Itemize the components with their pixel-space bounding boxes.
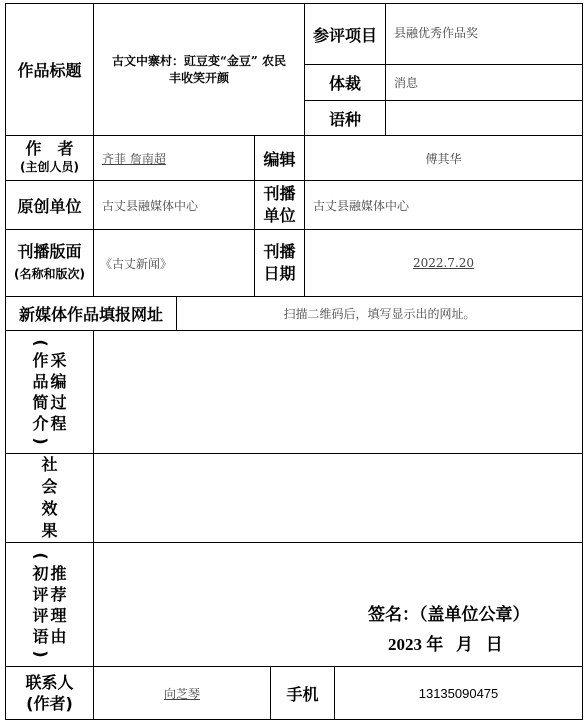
process-char2-2: 编 bbox=[50, 372, 67, 391]
effect-char-4: 果 bbox=[41, 521, 58, 540]
recommend-char2-3: 理 bbox=[50, 605, 67, 625]
contact-name: 向芝琴 bbox=[163, 686, 200, 701]
publish-unit-value[interactable]: 古丈县融媒体中心 bbox=[313, 198, 410, 213]
author-value[interactable] bbox=[94, 136, 254, 180]
process-col-2 bbox=[51, 336, 67, 448]
phone-label: 手机 bbox=[286, 684, 319, 704]
process-open-paren: ( bbox=[31, 339, 51, 347]
award-item-label: 参评项目 bbox=[312, 25, 377, 45]
publish-section-label bbox=[6, 230, 93, 296]
publish-date-label-2: 日期 bbox=[263, 264, 296, 283]
author-names: 齐菲 詹南超 bbox=[102, 151, 166, 166]
process-close-paren: ) bbox=[31, 437, 51, 445]
recommend-char2-4: 由 bbox=[50, 626, 67, 646]
recommend-open-paren: ( bbox=[31, 551, 51, 560]
original-unit-value[interactable]: 古丈县融媒体中心 bbox=[102, 198, 199, 213]
signature-line: 签名：（盖单位公章） bbox=[368, 605, 530, 624]
editor-value[interactable]: 傅其华 bbox=[425, 151, 462, 166]
process-char2-4: 程 bbox=[50, 414, 67, 433]
publish-section-label-sub: (名称和版次) bbox=[14, 267, 85, 281]
effect-char-2: 会 bbox=[41, 477, 58, 496]
editor-label: 编辑 bbox=[263, 149, 296, 169]
process-char-1: 作 bbox=[32, 351, 49, 370]
process-content[interactable] bbox=[94, 331, 582, 453]
genre-value[interactable]: 消息 bbox=[394, 76, 419, 90]
recommend-char-2: 评 bbox=[32, 584, 49, 604]
recommend-col-1 bbox=[31, 549, 51, 661]
author-label-main: 作 者 bbox=[25, 139, 74, 158]
contact-label-1: 联系人 bbox=[25, 673, 74, 692]
effect-label bbox=[6, 454, 93, 542]
new-media-value[interactable]: 扫描二维码后，填写显示出的网址。 bbox=[283, 307, 476, 321]
language-value[interactable] bbox=[386, 101, 582, 135]
publish-section-value[interactable]: 《古丈新闻》 bbox=[100, 256, 173, 271]
publish-section-label-main: 刊播版面 bbox=[17, 242, 82, 261]
effect-char-3: 效 bbox=[41, 499, 58, 518]
process-char2-3: 过 bbox=[50, 393, 67, 412]
genre-label: 体裁 bbox=[328, 74, 361, 93]
effect-content[interactable] bbox=[94, 454, 582, 542]
publish-date-label bbox=[255, 230, 304, 296]
process-label bbox=[6, 331, 93, 453]
recommend-char-1: 初 bbox=[32, 563, 49, 583]
work-title-value[interactable] bbox=[94, 4, 304, 135]
language-label: 语种 bbox=[328, 109, 361, 129]
publish-date-value[interactable] bbox=[305, 230, 582, 296]
process-col-1 bbox=[31, 336, 51, 448]
process-char-2: 品 bbox=[32, 372, 49, 391]
work-title-label: 作品标题 bbox=[17, 61, 82, 80]
process-char-4: 介 bbox=[32, 414, 49, 433]
publish-unit-label-1: 刊播 bbox=[263, 184, 296, 203]
original-unit-label: 原创单位 bbox=[17, 196, 82, 216]
recommend-char-3: 评 bbox=[32, 605, 49, 625]
publish-date-label-1: 刊播 bbox=[263, 242, 296, 261]
publish-unit-label-2: 单位 bbox=[263, 206, 296, 225]
process-char2-1: 采 bbox=[50, 351, 67, 370]
recommend-char2-1: 推 bbox=[50, 563, 67, 583]
author-label bbox=[6, 136, 93, 180]
new-media-label: 新媒体作品填报网址 bbox=[18, 305, 163, 324]
signature-date: 2023 年 月 日 bbox=[388, 635, 503, 654]
recommend-char2-2: 荐 bbox=[50, 584, 67, 604]
publish-date-text: 2022.7.20 bbox=[412, 256, 475, 270]
recommend-char-4: 语 bbox=[32, 626, 49, 646]
phone-value[interactable]: 13135090475 bbox=[418, 685, 499, 701]
contact-value[interactable] bbox=[94, 667, 270, 719]
contact-label-2: (作者) bbox=[26, 694, 73, 713]
effect-char-1: 社 bbox=[41, 455, 58, 474]
process-char-3: 简 bbox=[32, 393, 49, 412]
recommend-col-2 bbox=[51, 549, 67, 661]
work-title-line-2: 丰收笑开颜 bbox=[168, 70, 229, 85]
work-title-line-1: 古文中寨村：豇豆变“金豆” 农民 bbox=[112, 53, 286, 68]
publish-unit-label bbox=[255, 181, 304, 229]
award-item-value[interactable]: 县融优秀作品奖 bbox=[394, 26, 479, 40]
recommend-label bbox=[6, 543, 93, 666]
contact-label bbox=[6, 667, 93, 719]
recommend-close-paren: ) bbox=[31, 649, 51, 658]
author-label-sub: (主创人员) bbox=[20, 160, 79, 174]
